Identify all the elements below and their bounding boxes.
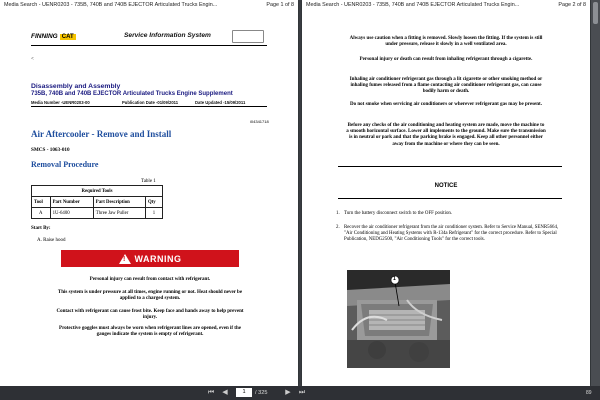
caution-text: Inhaling air conditioner refrigerant gas through a lit cigarette or other smoking method or inhaling fumes released from a flame contacting air conditioner refrigerant gas, can cause bodily harm or death. [349, 77, 543, 95]
procedure-title: Removal Procedure [31, 160, 99, 169]
first-page-button[interactable]: ⏮ [207, 389, 215, 396]
header-rule [31, 45, 267, 46]
start-step: A. Raise hood [37, 238, 66, 243]
step-text: Recover the air conditioner refrigerant from the air conditioner system. Refer to Service Manual, SENR5664, "Air Conditioning and Heating Systems with R-134a Refrigerant" for the correct procedure. Refer to Special Publication, NEDG2500, "Air Conditioning Tools" for the correct tools. [344, 225, 559, 243]
procedure-step [336, 225, 566, 244]
last-page-button[interactable]: ⏭ [298, 389, 306, 396]
caution-text: Before any checks of the air conditioning and heating system are made, move the machine to a smooth horizontal surface. Lower all implements to the ground. Make sure the transmission is in neutral or park and that the parking brake is engaged. Keep all other personnel either away from the machine or where they can be seen. [346, 123, 546, 147]
warning-text: Contact with refrigerant can cause frost bite. Keep face and hands away to help prevent injury. [56, 309, 244, 321]
warning-label: WARNING [134, 253, 182, 264]
page-header-title: Media Search - UENR0203 - 735B, 740B and 740B EJECTOR Articulated Trucks Engin... [4, 2, 218, 8]
logo-text: FINNING [31, 33, 58, 40]
finning-logo [31, 31, 73, 42]
page-header [306, 2, 586, 8]
engine-photo [347, 270, 450, 368]
sis-title: Service Information System [124, 32, 211, 39]
vertical-scrollbar[interactable] [591, 0, 600, 386]
next-page-button[interactable]: ▶ [285, 389, 291, 396]
notice-rule-top [338, 166, 562, 167]
table-row [32, 208, 163, 219]
page-total: / 325 [255, 390, 268, 396]
section-title: Air Aftercooler - Remove and Install [31, 129, 172, 139]
back-mark[interactable]: < [31, 57, 34, 62]
document-page-2 [302, 0, 590, 386]
meta-rule [31, 106, 267, 107]
cat-badge: CAT [61, 33, 74, 40]
photo-callout: 1 [393, 276, 396, 282]
table-heading: Required Tools [32, 186, 163, 197]
date-updated: Date Updated -15/09/2011 [195, 100, 246, 105]
zoom-level[interactable]: 89 [586, 390, 592, 396]
step-number: 2. [336, 225, 340, 230]
sis-search-box[interactable] [232, 30, 264, 43]
warning-text: Protective goggles must always be worn when refrigerant lines are opened, even if the gauges indicate the system is empty of refrigerant. [59, 326, 241, 338]
engine-photo-illustration [347, 270, 450, 368]
media-number: Media Number -UENR0203-00 [31, 100, 90, 105]
caution-text: Always use caution when a fitting is removed. Slowly loosen the fitting. If the system is still under pressure, release it slowly in a well ventilated area. [349, 36, 543, 48]
publication-date: Publication Date -01/09/2011 [122, 100, 179, 105]
step-text: Turn the battery disconnect switch to the OFF position. [344, 211, 453, 216]
page-header-number: Page 2 of 8 [558, 2, 586, 8]
warning-banner [61, 250, 239, 267]
document-page-1 [0, 0, 298, 386]
page-header-title: Media Search - UENR0203 - 735B, 740B and 740B EJECTOR Articulated Trucks Engin... [306, 2, 520, 8]
warning-triangle-icon: ! [119, 254, 131, 264]
caution-text: Personal injury or death can result from inhaling refrigerant through a cigarette. [359, 57, 533, 62]
required-tools-table [31, 185, 163, 219]
viewer-toolbar [0, 386, 600, 400]
column-header: Tool [32, 197, 51, 208]
column-header: Part Number [50, 197, 93, 208]
doc-subtitle: 735B, 740B and 740B EJECTOR Articulated Trucks Engine Supplement [31, 91, 233, 97]
procedure-step [336, 211, 566, 217]
page-number-input[interactable]: 1 [236, 388, 252, 397]
table-cell: A [32, 208, 51, 219]
table-cell: 1U-6400 [50, 208, 93, 219]
start-by-label: Start By: [31, 226, 51, 231]
page-header-number: Page 1 of 8 [266, 2, 294, 8]
table-caption: Table 1 [141, 179, 156, 184]
doc-title: Disassembly and Assembly [31, 83, 121, 90]
warning-text: This system is under pressure at all times, engine running or not. Heat should never be applied to a charged system. [57, 290, 243, 302]
column-header: Part Description [93, 197, 145, 208]
step-number: 1. [336, 211, 340, 216]
table-cell: 1 [145, 208, 162, 219]
notice-rule-bottom [338, 198, 562, 199]
scrollbar-thumb[interactable] [593, 2, 598, 24]
smcs-code: SMCS - 1063-010 [31, 147, 70, 153]
prev-page-button[interactable]: ◀ [222, 389, 228, 396]
page-header [4, 2, 294, 8]
notice-label: NOTICE [434, 183, 458, 189]
column-header: Qty [145, 197, 162, 208]
warning-text: Personal injury can result from contact with refrigerant. [89, 277, 211, 282]
caution-text: Do not smoke when servicing air conditioners or wherever refrigerant gas may be present. [350, 102, 542, 107]
table-cell: Three Jaw Puller [93, 208, 145, 219]
reference-id: i04341718 [250, 119, 269, 124]
